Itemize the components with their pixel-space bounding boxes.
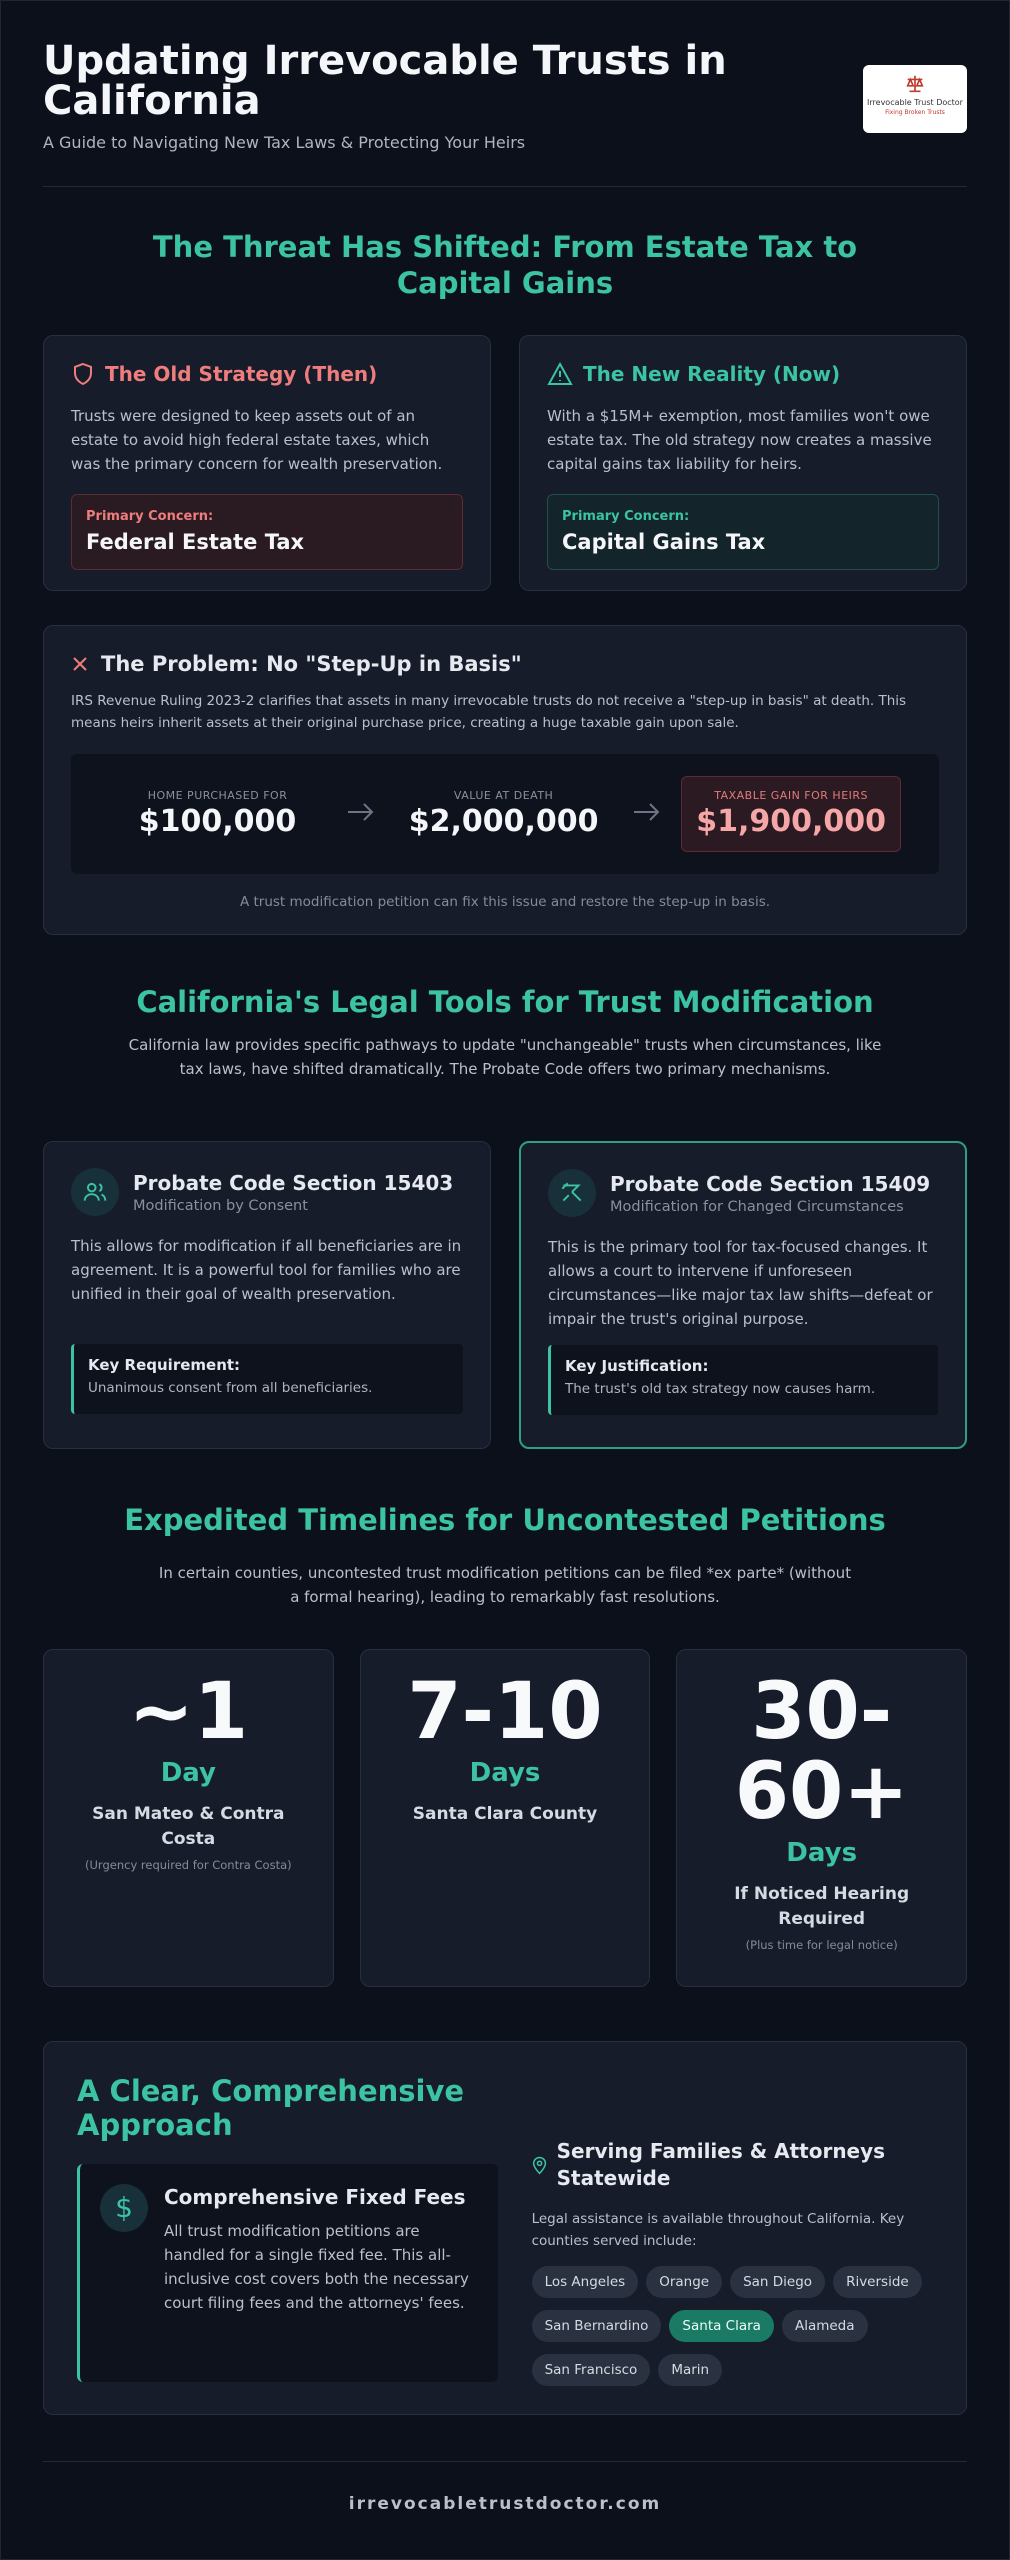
- old-strategy-heading: [71, 362, 463, 386]
- timeline-unit: Day: [160, 1758, 216, 1788]
- new-reality-heading: [547, 362, 939, 386]
- county-chip[interactable]: Alameda: [782, 2310, 868, 2342]
- timeline-number-line1: 30-: [751, 1667, 893, 1757]
- serving-title: Serving Families & Attorneys Statewide: [556, 2139, 886, 2190]
- probate-code-cards: [43, 1141, 967, 1449]
- scales-icon: [904, 73, 926, 95]
- fee-title: Comprehensive Fixed Fees: [164, 2185, 466, 2209]
- code-15403-subtitle: Modification by Consent: [133, 1197, 308, 1214]
- timeline-cards: [43, 1649, 967, 1987]
- timeline-card-noticed-hearing: [676, 1649, 967, 1987]
- step-up-problem-card: [43, 625, 967, 935]
- county-list: [532, 2266, 933, 2386]
- timelines-intro: In certain counties, uncontested trust modification petitions can be filed *ex parte* (without a formal hearing), leading to remarkably fast resolutions.: [158, 1564, 852, 1606]
- code-15409-card: [519, 1141, 967, 1449]
- fixed-fee-box: [77, 2164, 498, 2382]
- new-concern-value: Capital Gains Tax: [562, 530, 766, 554]
- value-at-death: [395, 789, 612, 839]
- gain-value: $1,900,000: [696, 804, 887, 839]
- problem-heading: [71, 652, 939, 676]
- new-concern-label: Primary Concern:: [562, 509, 690, 524]
- gavel-icon: [548, 1169, 596, 1217]
- shift-section-title: The Threat Has Shifted: From Estate Tax to Capital Gains: [152, 230, 858, 300]
- timeline-number: 7-10: [407, 1667, 603, 1757]
- approach-left: [77, 2074, 498, 2382]
- users-icon: [71, 1168, 119, 1216]
- new-reality-card: [519, 335, 967, 591]
- timeline-footnote: (Urgency required for Contra Costa): [85, 1858, 292, 1872]
- map-pin-icon: [532, 2154, 547, 2176]
- problem-text: IRS Revenue Ruling 2023-2 clarifies that assets in many irrevocable trusts do not receive a "step-up in basis" at death. This means heirs inherit assets at their original purchase price, creating a huge taxable gain upon sale.: [71, 693, 907, 731]
- code-15403-title: Probate Code Section 15403: [133, 1170, 454, 1195]
- timeline-location: Santa Clara County: [412, 1804, 598, 1824]
- timeline-footnote: (Plus time for legal notice): [745, 1938, 898, 1952]
- close-icon: [71, 655, 89, 673]
- county-chip[interactable]: Los Angeles: [532, 2266, 639, 2298]
- county-chip[interactable]: San Francisco: [532, 2354, 651, 2386]
- code-15409-title: Probate Code Section 15409: [610, 1171, 931, 1196]
- shield-icon: [71, 362, 95, 386]
- timeline-card-santa-clara: [360, 1649, 651, 1987]
- old-strategy-text: Trusts were designed to keep assets out of an estate to avoid high federal estate taxes, which was the primary concern for wealth preservation.: [71, 407, 443, 473]
- legal-intro: California law provides specific pathways to update "unchangeable" trusts when circumstances, like tax laws, have shifted dramatically. The Probate Code offers two primary mechanisms.: [128, 1036, 882, 1078]
- legal-section-title: California's Legal Tools for Trust Modification: [136, 985, 874, 1019]
- logo-name: Irrevocable Trust Doctor: [867, 98, 963, 107]
- timeline-number: ~1: [128, 1667, 249, 1757]
- timeline-unit: Days: [469, 1758, 541, 1788]
- serving-text: Legal assistance is available throughout California. Key counties served include:: [531, 2211, 905, 2249]
- code-15403-card: [43, 1141, 491, 1449]
- purchase-value: $100,000: [138, 804, 297, 839]
- new-concern-box: [547, 494, 939, 570]
- county-chip[interactable]: Orange: [646, 2266, 722, 2298]
- death-value: $2,000,000: [408, 804, 599, 839]
- taxable-gain: [681, 776, 901, 852]
- death-label: VALUE AT DEATH: [453, 789, 554, 802]
- new-reality-heading-text: The New Reality (Now): [583, 362, 841, 386]
- purchase-label: HOME PURCHASED FOR: [147, 789, 288, 802]
- logo[interactable]: [863, 65, 967, 133]
- approach-right: [532, 2074, 933, 2382]
- gain-calculation: [71, 754, 939, 874]
- code-15403-requirement: [71, 1344, 463, 1414]
- county-chip[interactable]: Marin: [658, 2354, 722, 2386]
- old-concern-value: Federal Estate Tax: [86, 530, 305, 554]
- fee-text: All trust modification petitions are handled for a single fixed fee. This all-inclusive cost covers both the necessary court filing fees and the attorneys' fees.: [164, 2222, 469, 2312]
- timeline-unit: Days: [786, 1838, 858, 1868]
- problem-note: A trust modification petition can fix this issue and restore the step-up in basis.: [239, 894, 771, 910]
- code-15409-header: [548, 1169, 938, 1217]
- county-chip[interactable]: Santa Clara: [669, 2310, 774, 2342]
- timeline-location: If Noticed Hearing Required: [734, 1884, 910, 1929]
- new-reality-text: With a $15M+ exemption, most families won't owe estate tax. The old strategy now creates a massive capital gains tax liability for heirs.: [547, 407, 932, 473]
- warning-icon: [547, 362, 573, 386]
- page-subtitle: A Guide to Navigating New Tax Laws & Protecting Your Heirs: [43, 133, 526, 152]
- justification-value: The trust's old tax strategy now causes harm.: [565, 1381, 876, 1397]
- approach-title: A Clear, Comprehensive Approach: [77, 2074, 465, 2142]
- arrow-right-icon: [612, 800, 681, 828]
- logo-tagline: Fixing Broken Trusts: [885, 109, 945, 116]
- problem-heading-text: The Problem: No "Step-Up in Basis": [101, 652, 522, 676]
- approach-card: [43, 2041, 967, 2415]
- code-15409-justification: [548, 1345, 938, 1415]
- old-strategy-card: [43, 335, 491, 591]
- serving-heading: [532, 2138, 933, 2192]
- old-concern-label: Primary Concern:: [86, 509, 214, 524]
- purchase-price: [109, 789, 326, 839]
- requirement-label: Key Requirement:: [88, 1356, 241, 1374]
- code-15409-subtitle: Modification for Changed Circumstances: [610, 1198, 904, 1215]
- footer-domain[interactable]: irrevocabletrustdoctor.com: [348, 2494, 662, 2514]
- page-title: Updating Irrevocable Trusts in California: [43, 38, 727, 124]
- arrow-right-icon: [326, 800, 395, 828]
- county-chip[interactable]: Riverside: [833, 2266, 922, 2298]
- justification-label: Key Justification:: [565, 1357, 709, 1375]
- timeline-location: San Mateo & Contra Costa: [92, 1804, 285, 1849]
- timeline-number-line2: 60+: [734, 1747, 909, 1837]
- strategy-comparison: [43, 335, 967, 591]
- county-chip[interactable]: San Diego: [730, 2266, 825, 2298]
- timeline-card-san-mateo: [43, 1649, 334, 1987]
- requirement-value: Unanimous consent from all beneficiaries.: [88, 1380, 373, 1396]
- dollar-icon: $: [100, 2184, 148, 2232]
- code-15403-header: [71, 1168, 463, 1216]
- code-15403-text: This allows for modification if all beneficiaries are in agreement. It is a powerful tool for families who are unified in their goal of wealth preservation.: [71, 1237, 462, 1303]
- timelines-section-title: Expedited Timelines for Uncontested Petitions: [124, 1503, 886, 1537]
- footer: [43, 2461, 967, 2514]
- gain-label: TAXABLE GAIN FOR HEIRS: [714, 789, 869, 802]
- code-15409-text: This is the primary tool for tax-focused changes. It allows a court to intervene if unforeseen circumstances—like major tax law shifts—defeat or impair the trust's original purpose.: [548, 1238, 933, 1328]
- old-strategy-heading-text: The Old Strategy (Then): [105, 362, 378, 386]
- county-chip[interactable]: San Bernardino: [532, 2310, 662, 2342]
- page-header: [43, 1, 967, 187]
- old-concern-box: [71, 494, 463, 570]
